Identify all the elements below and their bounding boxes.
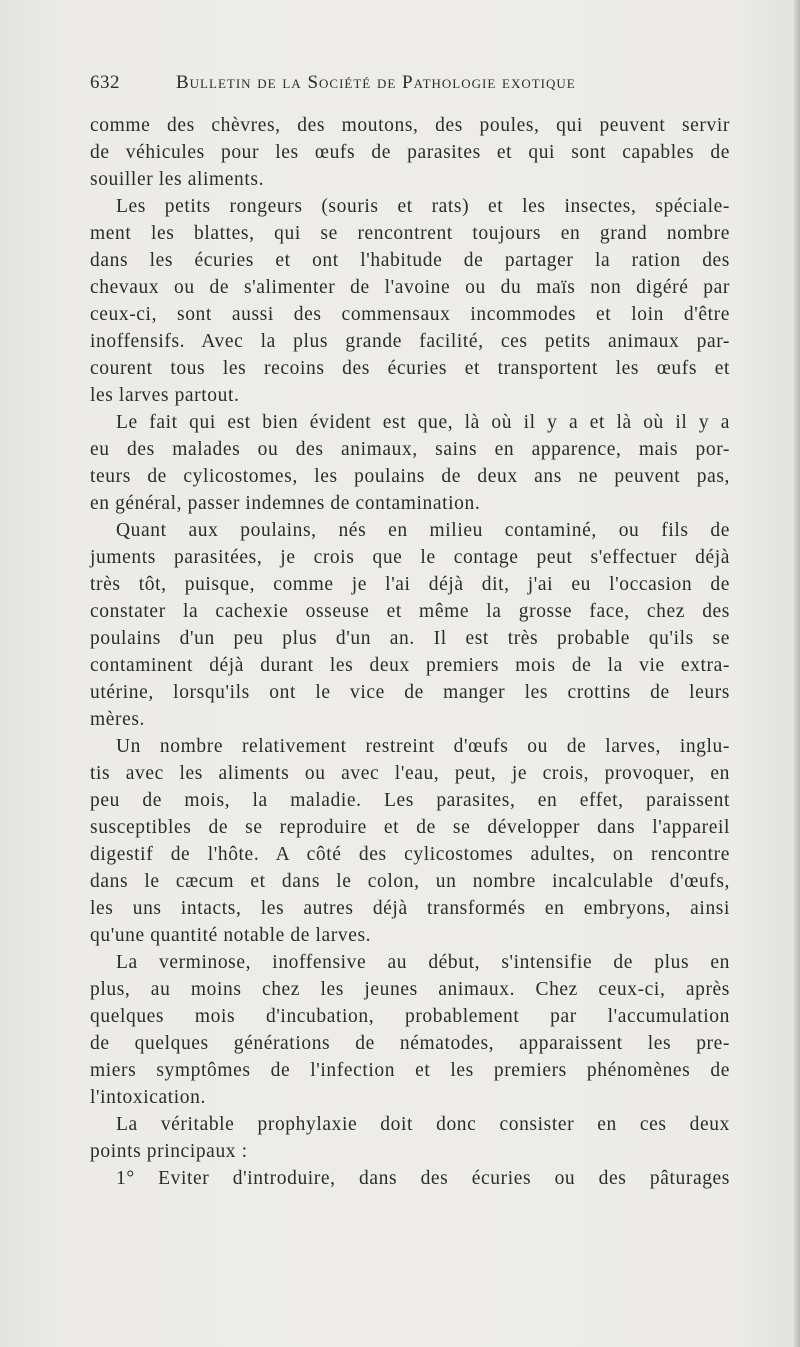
text-line: mères. [90,709,146,730]
text-line: courent tous les recoins des écuries et transportent les œufs et [90,358,730,379]
text-line: ment les blattes, qui se rencontrent toujours en grand nombre [90,223,730,244]
text-line: dans les écuries et ont l'habitude de partager la ration des [90,250,730,271]
text-line: contaminent déjà durant les deux premiers mois de la vie extra- [90,655,730,676]
text-line: points principaux : [90,1141,248,1162]
text-line: juments parasitées, je crois que le contage peut s'effectuer déjà [90,547,730,568]
text-line: La verminose, inoffensive au début, s'intensifie de plus en [116,952,730,973]
text-line: souiller les aliments. [90,169,265,190]
text-line: digestif de l'hôte. A côté des cylicostomes adultes, on rencontre [90,844,730,865]
text-line: teurs de cylicostomes, les poulains de deux ans ne peuvent pas, [90,466,730,487]
text-line: les uns intacts, les autres déjà transformés en embryons, ainsi [90,898,730,919]
text-line: susceptibles de se reproduire et de se développer dans l'appareil [90,817,730,838]
text-line: 1° Eviter d'introduire, dans des écuries ou des pâturages [116,1168,730,1189]
text-line: Le fait qui est bien évident est que, là où il y a et là où il y a [116,412,730,433]
text-line: Quant aux poulains, nés en milieu contaminé, ou fils de [116,520,730,541]
text-line: quelques mois d'incubation, probablement par l'accumulation [90,1006,730,1027]
running-header [90,72,730,102]
page-number: 632 [90,72,120,93]
text-line: en général, passer indemnes de contamination. [90,493,481,514]
text-line: miers symptômes de l'infection et les premiers phénomènes de [90,1060,730,1081]
text-line: Les petits rongeurs (souris et rats) et les insectes, spéciale- [116,196,730,217]
text-line: comme des chèvres, des moutons, des poules, qui peuvent servir [90,115,730,136]
text-line: utérine, lorsqu'ils ont le vice de manger les crottins de leurs [90,682,730,703]
text-line: de véhicules pour les œufs de parasites et qui sont capables de [90,142,730,163]
text-line: l'intoxication. [90,1087,206,1108]
body-text [90,112,730,1192]
text-line: tis avec les aliments ou avec l'eau, peut, je crois, provoquer, en [90,763,730,784]
text-line: Un nombre relativement restreint d'œufs ou de larves, inglu- [116,736,730,757]
text-line: chevaux ou de s'alimenter de l'avoine ou du maïs non digéré par [90,277,730,298]
page-edge-shadow [794,0,800,1347]
text-line: inoffensifs. Avec la plus grande facilité, ces petits animaux par- [90,331,730,352]
text-line: ceux-ci, sont aussi des commensaux incommodes et loin d'être [90,304,730,325]
text-line: constater la cachexie osseuse et même la grosse face, chez des [90,601,730,622]
text-line: poulains d'un peu plus d'un an. Il est très probable qu'ils se [90,628,730,649]
text-line: plus, au moins chez les jeunes animaux. Chez ceux-ci, après [90,979,730,1000]
text-line: peu de mois, la maladie. Les parasites, en effet, paraissent [90,790,730,811]
text-line: eu des malades ou des animaux, sains en apparence, mais por- [90,439,730,460]
running-title: Bulletin de la Société de Pathologie exotique [176,72,576,93]
text-line: dans le cæcum et dans le colon, un nombre incalculable d'œufs, [90,871,730,892]
text-line: de quelques générations de nématodes, apparaissent les pre- [90,1033,730,1054]
text-line: très tôt, puisque, comme je l'ai déjà dit, j'ai eu l'occasion de [90,574,730,595]
text-line: les larves partout. [90,385,240,406]
text-line: qu'une quantité notable de larves. [90,925,372,946]
text-line: La véritable prophylaxie doit donc consister en ces deux [116,1114,730,1135]
